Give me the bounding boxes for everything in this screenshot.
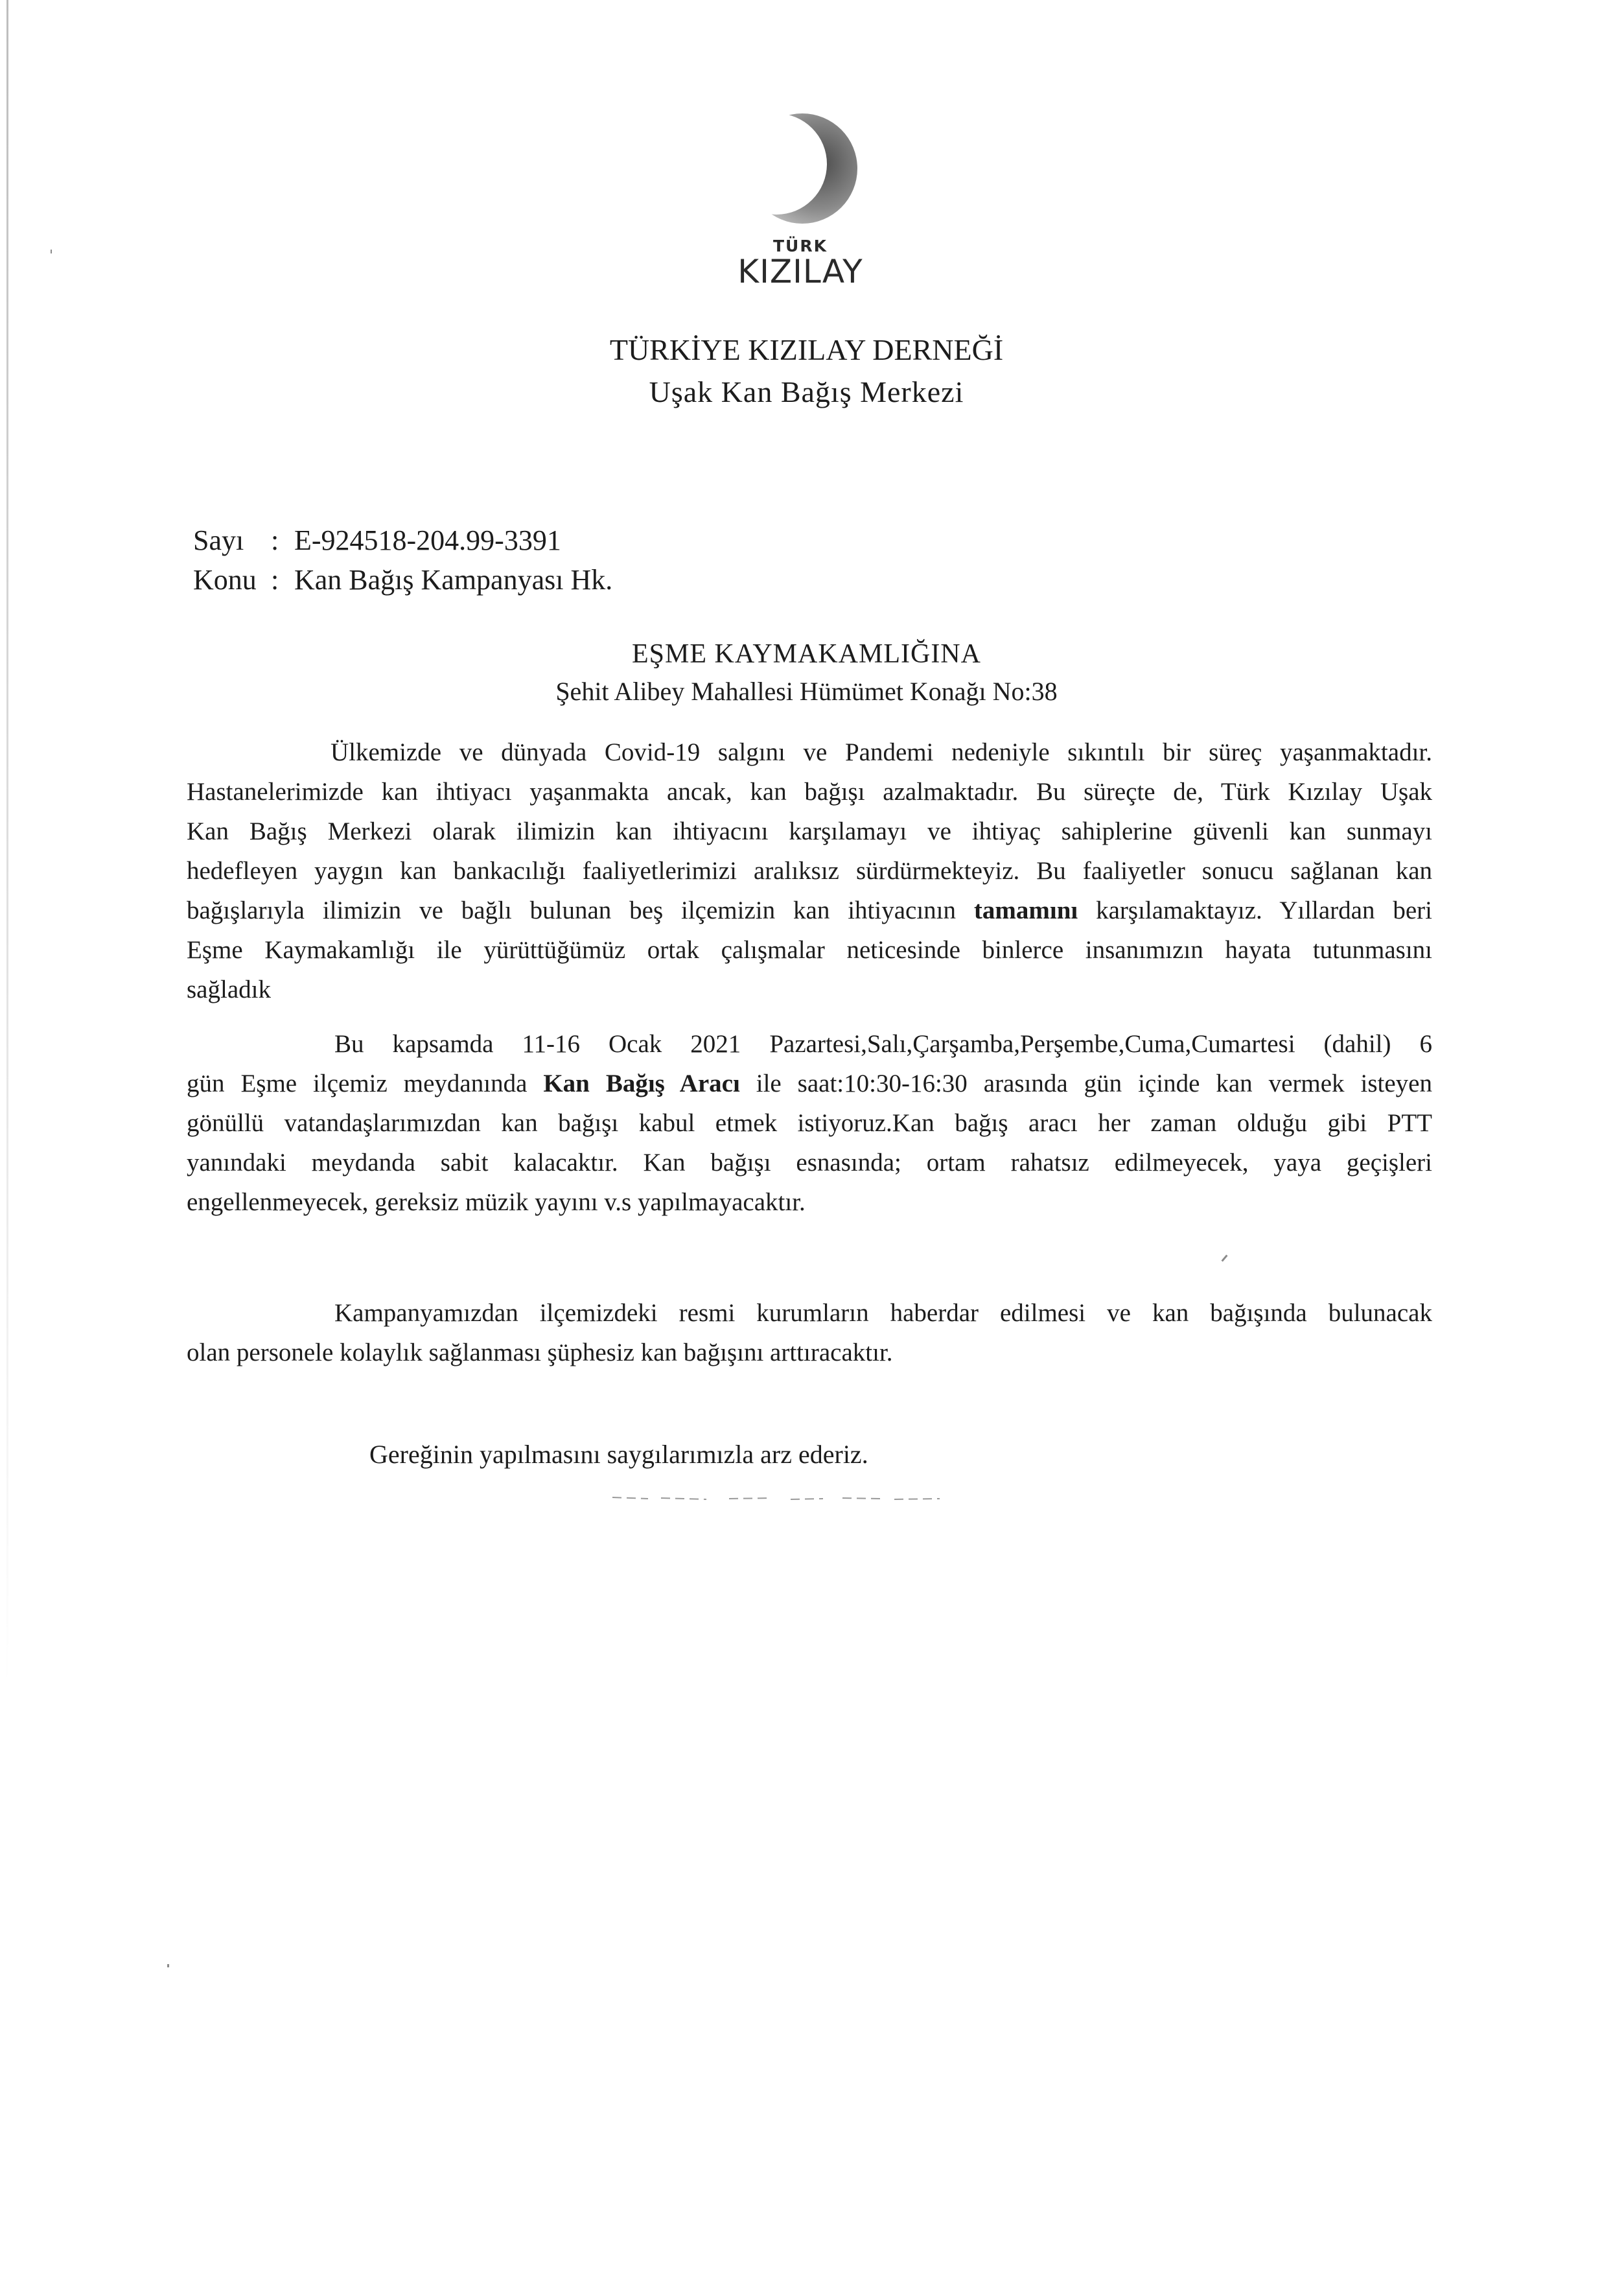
subject-label: Konu (193, 564, 257, 596)
addressee-address: Şehit Alibey Mahallesi Hümümet Konağı No:38 (555, 677, 1058, 706)
paragraph-2 (187, 1024, 1432, 1222)
addressee-name: EŞME KAYMAKAMLIĞINA (632, 639, 981, 669)
signature-trace (609, 1491, 946, 1504)
paragraph-1-line: sağladık (187, 976, 271, 1003)
emphasis-tamamini: tamamını (973, 896, 1078, 924)
organization-unit: Uşak Kan Bağış Merkezi (649, 375, 964, 408)
paragraph-1 (187, 732, 1432, 1009)
subject-value: Kan Bağış Kampanyası Hk. (294, 564, 613, 596)
document-subject: Konu : Kan Bağış Kampanyası Hk. (193, 561, 612, 599)
organization-name: TÜRKİYE KIZILAY DERNEĞİ (609, 333, 1004, 366)
number-label: Sayı (193, 524, 244, 556)
paragraph-1-line: Eşme Kaymakamlığı ile yürüttüğümüz ortak çalışmalar neticesinde binlerce insanımızın hayata tutunmasını (187, 936, 1432, 964)
paragraph-1-line: Kan Bağış Merkezi olarak ilimizin kan ihtiyacını karşılamayı ve ihtiyaç sahiplerine güvenli kan sunmayı (187, 817, 1432, 845)
logo-kizilay-text: KIZILAY (737, 253, 863, 290)
paragraph-1-line: hedefleyen yaygın kan bankacılığı faaliyetlerimizi aralıksız sürdürmekteyiz. Bu faaliyetler sonucu sağlanan kan (187, 857, 1432, 885)
paragraph-2-line: engellenmeyecek, gereksiz müzik yayını v.s yapılmayacaktır. (187, 1188, 806, 1216)
number-value: E-924518-204.99-3391 (294, 524, 561, 556)
scan-speck (167, 1964, 169, 1967)
kizilay-logo (726, 107, 875, 295)
paragraph-2-line: gün Eşme ilçemiz meydanında Kan Bağış Aracı ile saat:10:30-16:30 arasında gün içinde kan vermek isteyen (187, 1070, 1432, 1097)
paragraph-3-line: olan personele kolaylık sağlanması şüphesiz kan bağışını arttıracaktır. (187, 1339, 893, 1366)
closing-sentence: Gereğinin yapılmasını saygılarımızla arz ederiz. (369, 1440, 868, 1469)
crescent-icon (739, 107, 862, 230)
paragraph-2-line: yanındaki meydanda sabit kalacaktır. Kan bağışı esnasında; ortam rahatsız edilmeyecek, yaya geçişleri (187, 1149, 1432, 1177)
paragraph-2-line: Bu kapsamda 11-16 Ocak 2021 Pazartesi,Salı,Çarşamba,Perşembe,Cuma,Cumartesi (dahil) 6 (334, 1030, 1432, 1058)
emphasis-kan-bagis-araci: Kan Bağış Aracı (543, 1070, 740, 1097)
paragraph-1-line: Hastanelerimizde kan ihtiyacı yaşanmakta ancak, kan bağışı azalmaktadır. Bu süreçte de, Türk Kızılay Uşak (187, 778, 1432, 806)
paragraph-3-line: Kampanyamızdan ilçemizdeki resmi kurumların haberdar edilmesi ve kan bağışında bulunacak (334, 1299, 1432, 1327)
scan-speck (1221, 1254, 1227, 1261)
paragraph-1-line: bağışlarıyla ilimizin ve bağlı bulunan beş ilçemizin kan ihtiyacının tamamını karşılamaktayız. Yıllardan beri (187, 896, 1432, 924)
paragraph-3 (187, 1293, 1432, 1372)
document-number: Sayı : E-924518-204.99-3391 (193, 522, 561, 559)
paragraph-2-line: gönüllü vatandaşlarımızdan kan bağışı kabul etmek istiyoruz.Kan bağış aracı her zaman olduğu gibi PTT (187, 1109, 1432, 1137)
scan-edge-shadow (6, 0, 8, 1685)
paragraph-1-line: Ülkemizde ve dünyada Covid-19 salgını ve Pandemi nedeniyle sıkıntılı bir süreç yaşanmaktadır. (331, 738, 1432, 766)
logo-turk-text: TÜRK (773, 237, 828, 255)
scan-speck (51, 250, 52, 253)
